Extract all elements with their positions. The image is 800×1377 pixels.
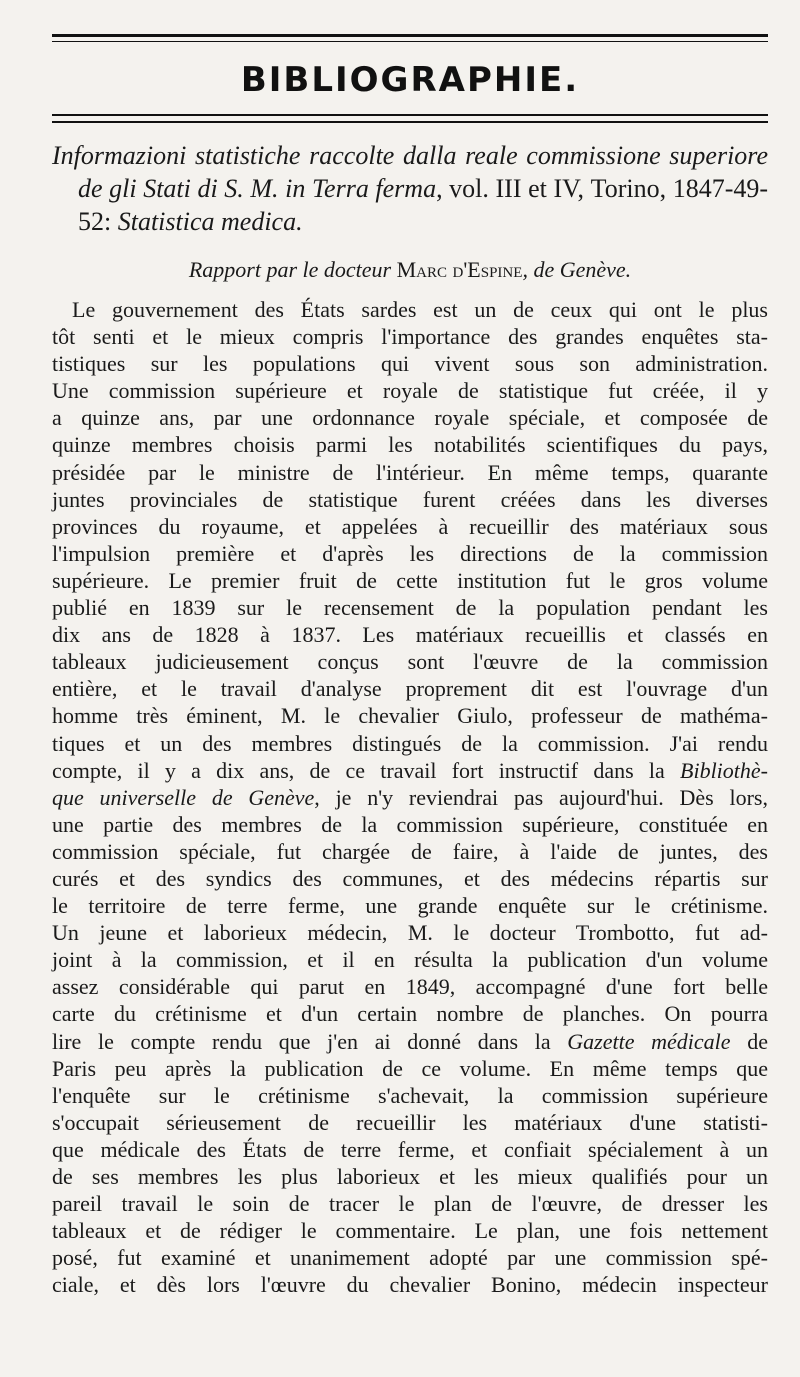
body-line: posé, fut examiné et unanimement adopté par une commission spé- <box>52 1245 768 1271</box>
body-line: le territoire de terre ferme, une grande enquête sur le crétinisme. <box>52 893 768 919</box>
body-line: juntes provinciales de statistique furent créées dans les diverses <box>52 486 768 512</box>
body-line: commission spéciale, fut chargée de faire, à l'aide de juntes, des <box>52 838 768 864</box>
body-line: présidée par le ministre de l'intérieur. En même temps, quarante <box>52 459 768 485</box>
book-title-italic: Informazioni statistiche raccolte dalla reale commissione superiore de gli Stati di S. M. in Terra ferma <box>52 141 768 203</box>
byline-suffix: , de Genève. <box>522 257 632 282</box>
body-line: quinze membres choisis parmi les notabilités scientifiques du pays, <box>52 432 768 458</box>
book-title-subtitle: Statistica medica. <box>117 207 303 236</box>
body-line: carte du crétinisme et d'un certain nombre de planches. On pourra <box>52 1001 768 1027</box>
body-line: que universelle de Genève, je n'y reviendrai pas aujourd'hui. Dès lors, <box>52 784 768 810</box>
body-line: Un jeune et laborieux médecin, M. le docteur Trombotto, fut ad- <box>52 920 768 946</box>
byline <box>52 256 768 284</box>
book-title-place-dates: Torino, 1847-49-52: <box>78 174 769 236</box>
body-line: tiques et un des membres distingués de la commission. J'ai rendu <box>52 730 768 756</box>
body-line: supérieure. Le premier fruit de cette institution fut le gros volume <box>52 567 768 593</box>
body-line: curés et des syndics des communes, et des médecins répartis sur <box>52 865 768 891</box>
book-title-volumes: , vol. III et IV, <box>436 174 585 203</box>
body-line: tôt senti et le mieux compris l'importance des grandes enquêtes sta- <box>52 324 768 350</box>
body-line: de ses membres les plus laborieux et les mieux qualifiés pour un <box>52 1164 768 1189</box>
body-line: Paris peu après la publication de ce volume. En même temps que <box>52 1055 768 1081</box>
body-line: Une commission supérieure et royale de statistique fut créée, il y <box>52 378 768 404</box>
body-line: dix ans de 1828 à 1837. Les matériaux recueillis et classés en <box>52 622 768 648</box>
body-line: a quinze ans, par une ordonnance royale spéciale, et composée de <box>52 405 768 431</box>
body-line: assez considérable qui parut en 1849, accompagné d'une fort belle <box>52 974 768 1000</box>
body-line: Le gouvernement des États sardes est un de ceux qui ont le plus <box>72 297 768 322</box>
body-line: ciale, et dès lors l'œuvre du chevalier Bonino, médecin inspecteur <box>52 1272 768 1298</box>
byline-prefix: Rapport par le docteur <box>188 257 392 282</box>
article-body <box>52 296 768 1298</box>
body-line: pareil travail le soin de tracer le plan de l'œuvre, de dresser les <box>52 1191 768 1217</box>
body-line: lire le compte rendu que j'en ai donné dans la Gazette médicale de <box>52 1028 769 1054</box>
body-line: homme très éminent, M. le chevalier Giulo, professeur de mathéma- <box>52 703 768 729</box>
body-line: compte, il y a dix ans, de ce travail fort instructif dans la Bibliothè- <box>52 757 768 783</box>
body-line: tableaux judicieusement conçus sont l'œuvre de la commission <box>52 649 768 675</box>
byline-author: Marc d'Espine <box>396 257 523 282</box>
body-line: provinces du royaume, et appelées à recueillir des matériaux sous <box>52 513 768 539</box>
body-line: tistiques sur les populations qui vivent sous son administration. <box>52 351 768 377</box>
heading-rule <box>52 114 768 123</box>
document-page <box>0 34 800 1377</box>
body-line: que médicale des États de terre ferme, et confiait spécialement à un <box>52 1136 768 1162</box>
top-rule <box>52 34 768 42</box>
body-line: une partie des membres de la commission supérieure, constituée en <box>52 811 768 837</box>
body-line: tableaux et de rédiger le commentaire. Le plan, une fois nettement <box>52 1218 768 1244</box>
body-line: entière, et le travail d'analyse proprement dit est l'ouvrage d'un <box>52 676 768 702</box>
body-line: s'occupait sérieusement de recueillir les matériaux d'une statisti- <box>52 1109 768 1135</box>
body-line: joint à la commission, et il en résulta la publication d'un volume <box>52 947 768 973</box>
body-line: l'impulsion première et d'après les directions de la commission <box>52 540 768 566</box>
book-title <box>52 139 768 238</box>
body-line: l'enquête sur le crétinisme s'achevait, la commission supérieure <box>52 1082 768 1108</box>
body-line: publié en 1839 sur le recensement de la population pendant les <box>52 595 768 621</box>
section-heading: BIBLIOGRAPHIE. <box>240 60 580 100</box>
